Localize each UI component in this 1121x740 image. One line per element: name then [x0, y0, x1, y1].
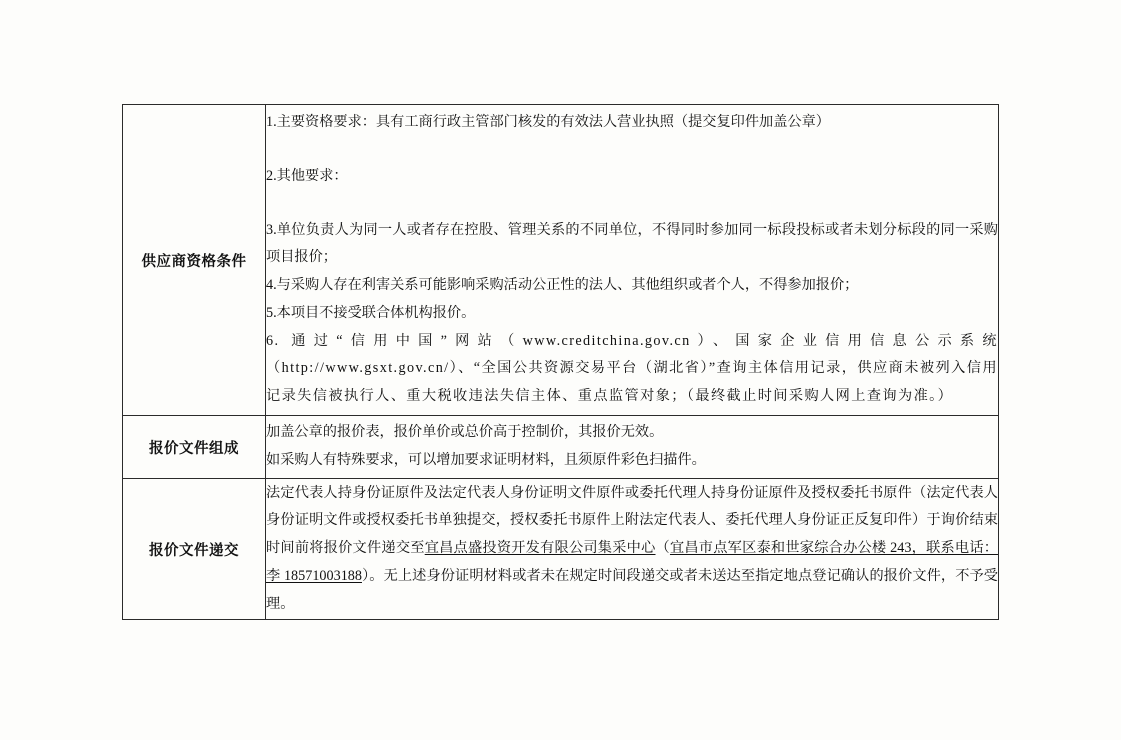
table-row	[123, 479, 999, 620]
paragraph-qual-3: 3.单位负责人为同一人或者存在控股、管理关系的不同单位，不得同时参加同一标段投标或者未划分标段的同一采购项目报价；	[266, 221, 998, 266]
submit-paren-open: （	[655, 540, 670, 557]
row-content-quotation-submission	[266, 479, 999, 620]
spacer	[266, 191, 998, 217]
row-label-text: 报价文件递交	[149, 542, 239, 559]
submit-text-part-1: 法定代表人持身份证原件及法定代表人身份证明文件原件或委托代理人持身份证原件及授权委托书原件（法定代表人身份证明文件或授权委托书单独提交，授权委托书原件上附法定代表人、委托代理人身份证正反复印件）于询价结束时间前将报价文件递交至	[266, 484, 998, 557]
row-content-supplier-qualification	[266, 105, 999, 416]
submit-text-part-2: ）。无上述身份证明材料或者未在规定时间段递交或者未送达至指定地点登记确认的报价文件，不予受理。	[266, 567, 998, 612]
row-label-quotation-submission	[123, 479, 266, 620]
paragraph-submit	[266, 480, 998, 618]
row-label-quotation-composition	[123, 416, 266, 479]
submit-place-underlined: 宜昌点盛投资开发有限公司集采中心	[424, 540, 656, 557]
row-label-supplier-qualification	[123, 105, 266, 416]
paragraph-comp-1: 加盖公章的报价表，报价单价或总价高于控制价，其报价无效。	[266, 424, 664, 441]
table-row	[123, 105, 999, 416]
paragraph-qual-6: 6. 通过“信用中国”网站（www.creditchina.gov.cn）、国家企业信用信息公示系统（http://www.gsxt.gov.cn/）、“全国公共资源交易平台（湖北省）”查询主体信用记录，供应商未被列入信用记录失信被执行人、重大税收违法失信主体、重点监管对象；（最终截止时间采购人网上查询为准。）	[266, 332, 998, 404]
table-row	[123, 416, 999, 479]
spacer	[266, 137, 998, 163]
row-label-text: 供应商资格条件	[141, 253, 247, 270]
paragraph-qual-5: 5.本项目不接受联合体机构报价。	[266, 304, 476, 321]
requirements-table	[122, 104, 999, 620]
paragraph-qual-4: 4.与采购人存在利害关系可能影响采购活动公正性的法人、其他组织或者个人，不得参加报价；	[266, 277, 859, 294]
paragraph-qual-1: 1.主要资格要求：具有工商行政主管部门核发的有效法人营业执照（提交复印件加盖公章）	[266, 114, 830, 131]
paragraph-qual-2: 2.其他要求：	[266, 168, 348, 185]
row-content-quotation-composition	[266, 416, 999, 479]
row-label-text: 报价文件组成	[149, 440, 239, 457]
submit-address-underlined: 宜昌市点军区泰和世家综合办公楼 243，联系电话：李 18571003188	[266, 540, 998, 584]
paragraph-comp-2: 如采购人有特殊要求，可以增加要求证明材料，且须原件彩色扫描件。	[266, 452, 706, 468]
